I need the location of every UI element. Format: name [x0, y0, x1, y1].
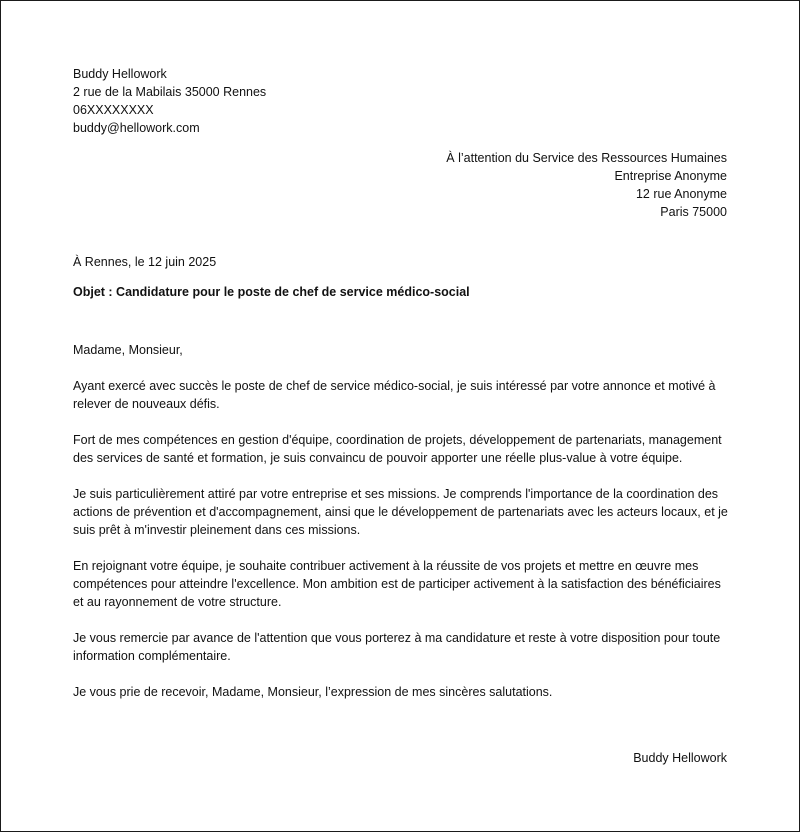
paragraph-5: Je vous remercie par avance de l'attention que vous porterez à ma candidature et reste à votre disposition pour toute information complémentaire. [73, 631, 721, 663]
paragraph-4: En rejoignant votre équipe, je souhaite contribuer activement à la réussite de vos projets et mettre en œuvre mes compétences pour atteindre l'excellence. Mon ambition est de participer activement à la satisfaction des bénéficiaires et au rayonnement de votre structure. [73, 559, 721, 609]
sender-block [73, 65, 266, 137]
paragraph-2: Fort de mes compétences en gestion d'équipe, coordination de projets, développement de partenariats, management des services de santé et formation, je suis convaincu de pouvoir apporter une réelle plus-value à votre équipe. [73, 433, 722, 465]
paragraph-1: Ayant exercé avec succès le poste de chef de service médico-social, je suis intéressé par votre annonce et motivé à relever de nouveaux défis. [73, 379, 716, 411]
recipient-city: Paris 75000 [660, 205, 727, 219]
recipient-street: 12 rue Anonyme [635, 187, 727, 201]
recipient-company: Entreprise Anonyme [614, 169, 727, 183]
sender-email: buddy@hellowork.com [73, 121, 200, 135]
paragraph-3: Je suis particulièrement attiré par votre entreprise et ses missions. Je comprends l'importance de la coordination des actions de prévention et d'accompagnement, ainsi que le développement de partenariats avec les acteurs locaux, et je suis prêt à m'investir pleinement dans ces missions. [73, 487, 728, 537]
salutation: Madame, Monsieur, [73, 343, 183, 357]
letter-subject: Objet : Candidature pour le poste de chef de service médico-social [73, 285, 470, 299]
recipient-block [446, 149, 727, 221]
closing-paragraph: Je vous prie de recevoir, Madame, Monsieur, l’expression de mes sincères salutations. [73, 685, 553, 699]
sender-phone: 06XXXXXXXX [73, 103, 154, 117]
letter-body [73, 341, 729, 719]
letter-date: À Rennes, le 12 juin 2025 [73, 255, 217, 269]
recipient-attention: À l’attention du Service des Ressources Humaines [446, 151, 727, 165]
signature: Buddy Hellowork [633, 751, 727, 765]
sender-address: 2 rue de la Mabilais 35000 Rennes [73, 85, 267, 99]
sender-name: Buddy Hellowork [73, 67, 167, 81]
